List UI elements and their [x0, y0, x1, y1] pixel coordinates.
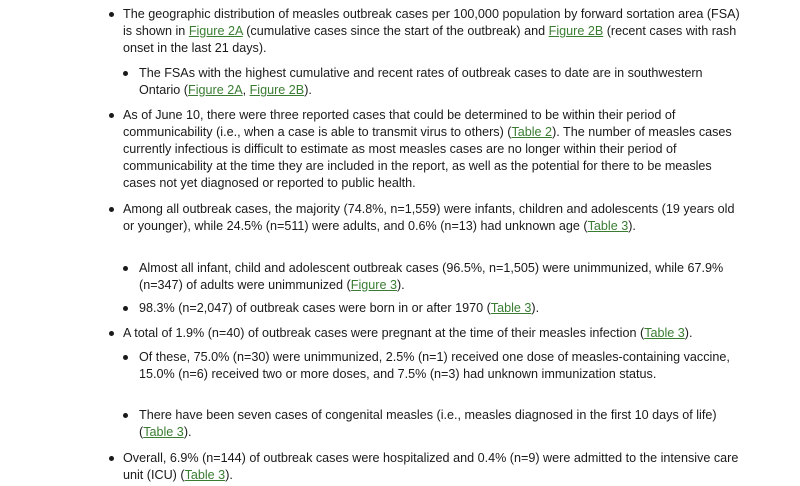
table-3-link[interactable]: Table 3: [490, 301, 532, 315]
sub-bullet-item-fsa-highest: The FSAs with the highest cumulative and recent rates of outbreak cases to date are in southwestern Ontario (Figure 2A, Figure 2B).: [139, 65, 739, 99]
bullet-dot: [123, 413, 128, 418]
bullet-dot: [123, 71, 128, 76]
table-3-link[interactable]: Table 3: [143, 425, 184, 439]
bullet-dot: [109, 456, 114, 461]
sub-bullet-item-congenital: There have been seven cases of congenital measles (i.e., measles diagnosed in the first 10 days of life) (Table 3).: [139, 407, 739, 441]
figure-2a-link[interactable]: Figure 2A: [188, 24, 243, 38]
bullet-dot: [109, 113, 114, 118]
bullet-dot: [123, 306, 128, 311]
table-3-link[interactable]: Table 3: [644, 326, 685, 340]
bullet-dot: [123, 266, 128, 271]
figure-3-link[interactable]: Figure 3: [350, 278, 397, 292]
bullet-dot: [123, 355, 128, 360]
figure-2b-link[interactable]: Figure 2B: [548, 24, 604, 38]
bullet-dot: [109, 12, 114, 17]
bullet-item-pregnant: A total of 1.9% (n=40) of outbreak cases were pregnant at the time of their measles infection (Table 3).: [123, 325, 743, 342]
bullet-item-fsa-distribution: The geographic distribution of measles outbreak cases per 100,000 population by forward sortation area (FSA) is shown in Figure 2A (cumulative cases since the start of the outbreak) and Figure 2B (recent cases with rash onset in the last 21 days).: [123, 6, 743, 57]
sub-bullet-item-born-after-1970: 98.3% (n=2,047) of outbreak cases were born in or after 1970 (Table 3).: [139, 300, 739, 317]
bullet-item-hospitalized: Overall, 6.9% (n=144) of outbreak cases were hospitalized and 0.4% (n=9) were admitted to the intensive care unit (ICU) (Table 3).: [123, 450, 743, 484]
bullet-dot: [109, 331, 114, 336]
bullet-item-age-distribution: Among all outbreak cases, the majority (74.8%, n=1,559) were infants, children and adolescents (19 years old or younger), while 24.5% (n=511) were adults, and 0.6% (n=13) had unknown age (Table 3).: [123, 201, 743, 235]
sub-bullet-item-unimmunized: Almost all infant, child and adolescent outbreak cases (96.5%, n=1,505) were unimmunized, while 67.9% (n=347) of adults were unimmunized (Figure 3).: [139, 260, 739, 294]
sub-bullet-item-pregnant-immunization: Of these, 75.0% (n=30) were unimmunized, 2.5% (n=1) received one dose of measles-containing vaccine, 15.0% (n=6) received two or more doses, and 7.5% (n=3) had unknown immunization status.: [139, 349, 739, 383]
figure-2b-link[interactable]: Figure 2B: [249, 83, 305, 97]
figure-2a-link[interactable]: Figure 2A: [188, 83, 243, 97]
bullet-item-communicability: As of June 10, there were three reported cases that could be determined to be within their period of communicability (i.e., when a case is able to transmit virus to others) (Table 2). The number of measles cases currently infectious is difficult to estimate as most measles cases are no longer within their period of communicability at the time they are included in the report, as well as the potential for there to be measles cases not yet diagnosed or reported to public health.: [123, 107, 743, 192]
bullet-dot: [109, 207, 114, 212]
table-3-link[interactable]: Table 3: [184, 468, 226, 482]
table-2-link[interactable]: Table 2: [511, 125, 553, 139]
table-3-link[interactable]: Table 3: [587, 219, 629, 233]
